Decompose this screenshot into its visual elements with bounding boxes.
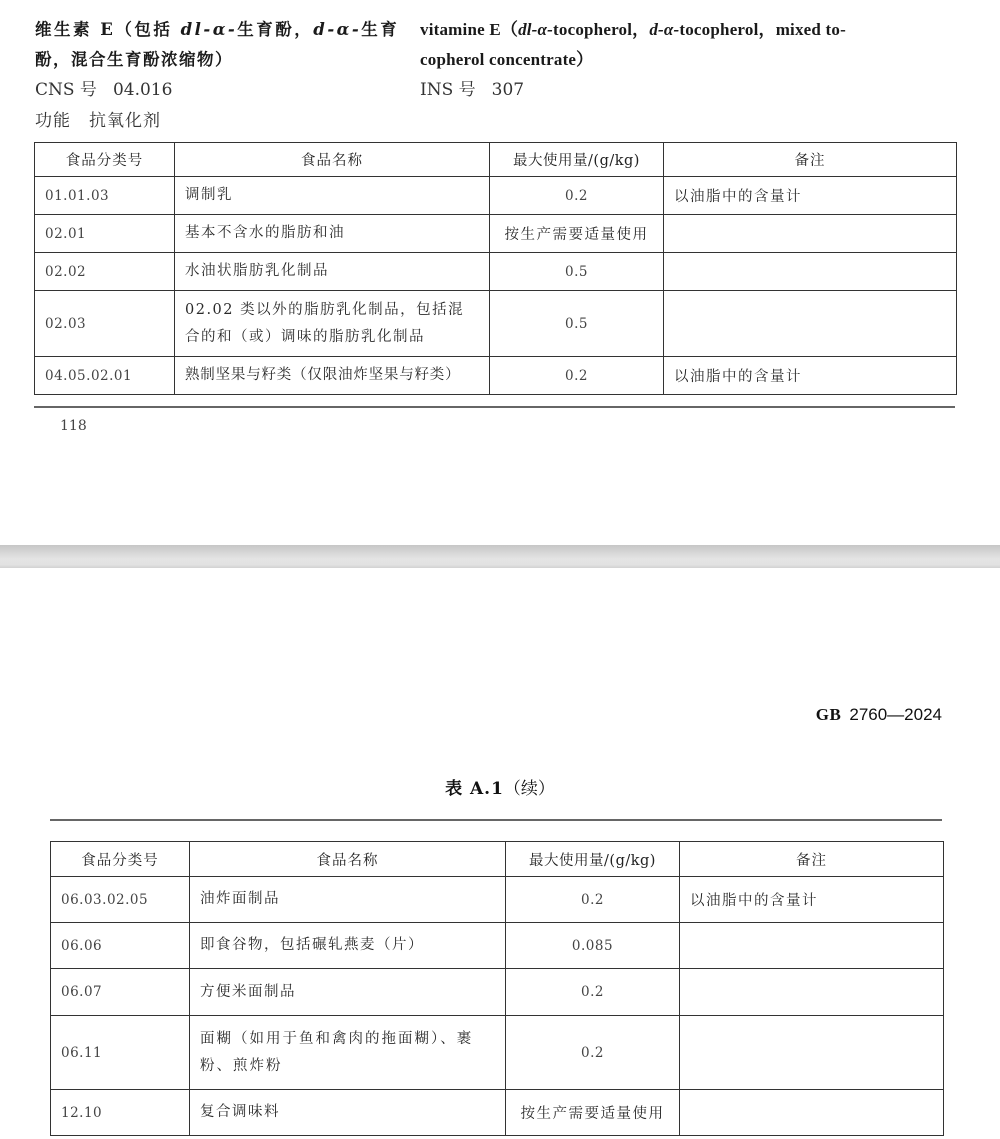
function-value: 抗氧化剂 [89,111,161,131]
table-caption [0,774,1000,799]
remarks [680,923,944,969]
cns-label: CNS 号 [35,80,97,100]
function-label: 功能 [35,111,71,131]
remarks [680,1016,944,1090]
ins-label: INS 号 [420,80,476,100]
max-usage: 0.5 [490,253,664,291]
table-row [51,1090,944,1136]
additive-title-en-line2: copherol concentrate） [420,50,594,69]
standard-prefix: GB [815,705,842,724]
table-row [51,969,944,1016]
header-max-usage: 最大使用量/(g/kg) [506,842,680,877]
header-remarks: 备注 [664,143,957,177]
table-row [51,923,944,969]
remarks: 以油脂中的含量计 [664,177,957,215]
table-row [35,253,957,291]
cns-value: 04.016 [112,80,173,100]
title-text: 维生素 E（包括 [35,20,181,39]
food-name: 基本不含水的脂肪和油 [175,215,490,253]
max-usage: 0.2 [490,357,664,395]
food-category-code: 02.02 [35,253,175,291]
food-category-code: 01.01.03 [35,177,175,215]
header-food-name: 食品名称 [190,842,506,877]
max-usage: 按生产需要适量使用 [506,1090,680,1136]
remarks: 以油脂中的含量计 [680,877,944,923]
title-text: tocopherol，mixed to- [679,20,846,39]
title-italic-dl-alpha: dl-α- [518,20,554,39]
max-usage: 0.2 [506,969,680,1016]
food-category-code: 04.05.02.01 [35,357,175,395]
table-header-row [51,842,944,877]
header-max-usage: 最大使用量/(g/kg) [490,143,664,177]
remarks [680,969,944,1016]
max-usage: 0.085 [506,923,680,969]
food-name: 油炸面制品 [190,877,506,923]
additive-title-cn-line2: 酚，混合生育酚浓缩物） [35,50,233,69]
header-remarks: 备注 [680,842,944,877]
additive-title-en-line1 [420,20,846,40]
food-name: 即食谷物，包括碾轧燕麦（片） [190,923,506,969]
page-number: 118 [60,418,87,434]
table-top-rule [50,819,942,821]
table-caption-label: 表 A.1 [445,779,504,799]
food-name: 复合调味料 [190,1090,506,1136]
standard-code-header [816,705,942,725]
additive-function [35,111,161,131]
header-food-category-code: 食品分类号 [51,842,190,877]
food-category-code: 06.06 [51,923,190,969]
usage-table [34,142,957,395]
table-caption-suffix: （续） [503,779,555,799]
title-text: tocopherol， [553,20,650,39]
table-row [35,215,957,253]
title-text: 生育 [361,20,400,39]
table-row [51,877,944,923]
max-usage: 0.5 [490,291,664,357]
food-name: 方便米面制品 [190,969,506,1016]
title-italic-dl-alpha: dl-α- [180,20,238,39]
max-usage: 按生产需要适量使用 [490,215,664,253]
document-page-118 [0,0,1000,545]
title-text: 生育酚， [237,20,314,39]
remarks [664,253,957,291]
table-row [35,291,957,357]
max-usage: 0.2 [506,1016,680,1090]
food-name: 调制乳 [175,177,490,215]
food-category-code: 06.03.02.05 [51,877,190,923]
table-row [51,1016,944,1090]
max-usage: 0.2 [490,177,664,215]
ins-number [420,80,524,100]
food-name: 熟制坚果与籽类（仅限油炸坚果与籽类） [175,357,490,395]
header-food-name: 食品名称 [175,143,490,177]
usage-table-continued [50,841,944,1136]
page-footer-rule [34,406,955,408]
food-name: 水油状脂肪乳化制品 [175,253,490,291]
page-break-separator [0,545,1000,568]
ins-value: 307 [491,80,525,100]
table-header-row [35,143,957,177]
food-category-code: 02.01 [35,215,175,253]
table-row [35,177,957,215]
table-row [35,357,957,395]
standard-number: 2760—2024 [849,705,942,724]
remarks [680,1090,944,1136]
title-text: vitamine E（ [420,20,519,39]
food-category-code: 02.03 [35,291,175,357]
remarks [664,215,957,253]
title-italic-d-alpha: d-α- [313,20,362,39]
food-name: 面糊（如用于鱼和禽肉的拖面糊）、裹粉、煎炸粉 [190,1016,506,1090]
cns-number [35,80,172,100]
remarks: 以油脂中的含量计 [664,357,957,395]
remarks [664,291,957,357]
food-category-code: 06.07 [51,969,190,1016]
title-italic-d-alpha: d-α- [649,20,680,39]
food-category-code: 12.10 [51,1090,190,1136]
additive-title-cn-line1 [35,20,399,40]
food-name: 02.02 类以外的脂肪乳化制品，包括混合的和（或）调味的脂肪乳化制品 [175,291,490,357]
max-usage: 0.2 [506,877,680,923]
food-category-code: 06.11 [51,1016,190,1090]
header-food-category-code: 食品分类号 [35,143,175,177]
